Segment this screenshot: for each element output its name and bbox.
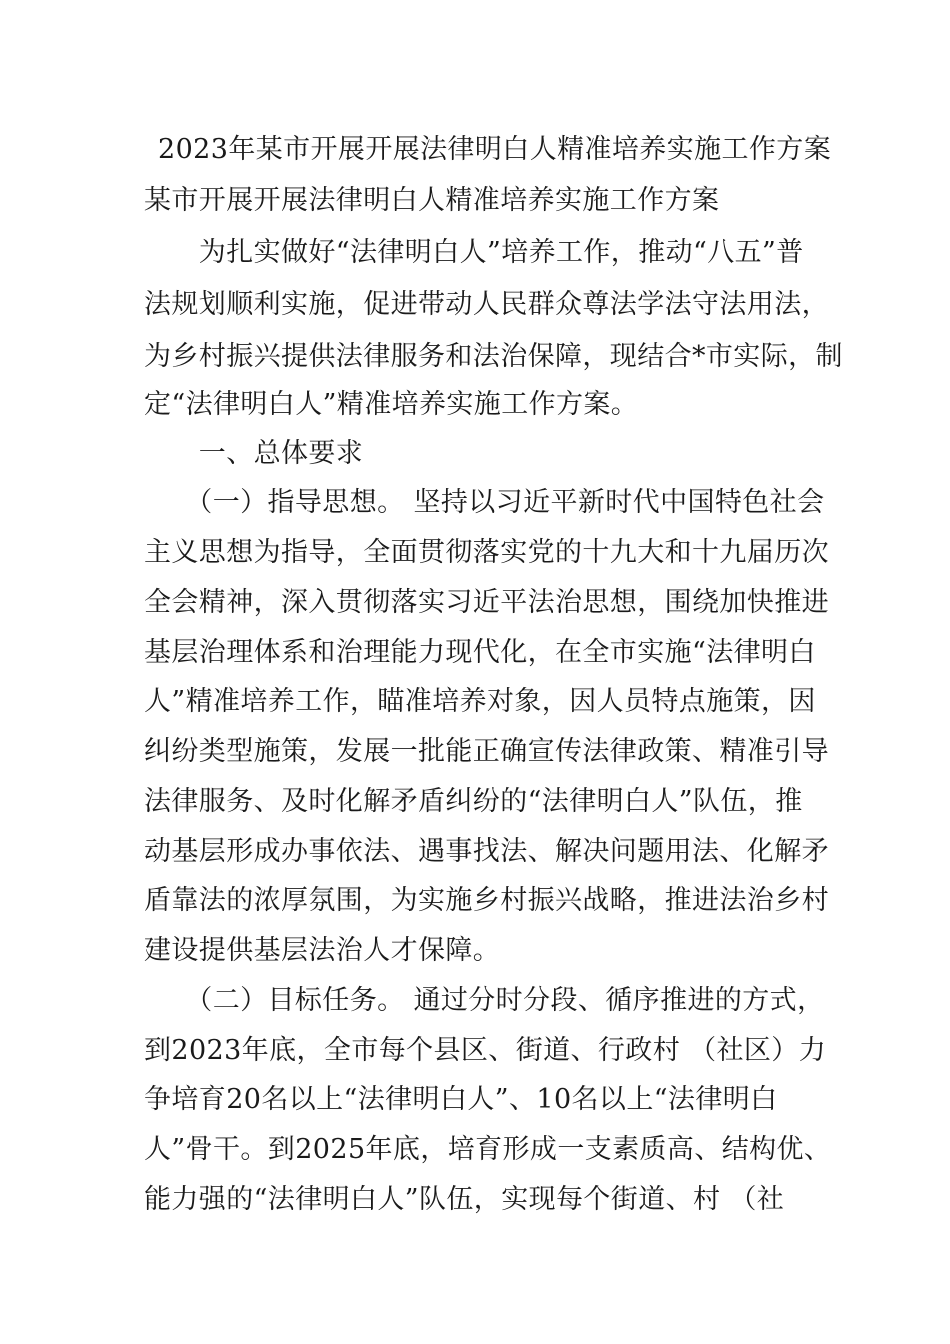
body-line: （二）目标任务。 通过分时分段、循序推进的方式， xyxy=(144,985,825,1016)
body-line: 纠纷类型施策，发展一批能正确宣传法律政策、精准引导 xyxy=(144,736,829,767)
body-line: 全会精神，深入贯彻落实习近平法治思想，围绕加快推进 xyxy=(144,587,829,618)
body-line: 人”精准培养工作，瞄准培养对象，因人员特点施策，因 xyxy=(144,686,816,717)
body-line: 基层治理体系和治理能力现代化，在全市实施“法律明白 xyxy=(144,637,816,668)
body-line: 建设提供基层法治人才保障。 xyxy=(144,935,501,966)
body-line: 主义思想为指导，全面贯彻落实党的十九大和十九届历次 xyxy=(144,537,829,568)
body-line: 为扎实做好“法律明白人”培养工作，推动“八五”普 xyxy=(144,237,804,268)
body-line: 盾靠法的浓厚氛围，为实施乡村振兴战略，推进法治乡村 xyxy=(144,885,829,916)
body-line: 定“法律明白人”精准培养实施工作方案。 xyxy=(144,389,639,420)
body-line: 动基层形成办事依法、遇事找法、解决问题用法、化解矛 xyxy=(144,836,829,867)
body-line: 能力强的“法律明白人”队伍，实现每个街道、村 （社 xyxy=(144,1184,785,1215)
body-line: 为乡村振兴提供法律服务和法治保障，现结合*市实际，制 xyxy=(144,341,843,372)
body-line: 争培育20名以上“法律明白人”、10名以上“法律明白 xyxy=(144,1084,778,1115)
body-line: （一）指导思想。 坚持以习近平新时代中国特色社会 xyxy=(144,487,825,518)
body-line: 法律服务、及时化解矛盾纠纷的“法律明白人”队伍，推 xyxy=(144,786,803,817)
document-title: 2023年某市开展开展法律明白人精准培养实施工作方案 xyxy=(158,134,832,165)
body-line: 法规划顺利实施，促进带动人民群众尊法学法守法用法， xyxy=(144,289,829,320)
body-line: 到2023年底，全市每个县区、街道、行政村 （社区）力 xyxy=(144,1035,827,1066)
document-subtitle: 某市开展开展法律明白人精准培养实施工作方案 xyxy=(144,185,720,216)
body-line: 人”骨干。到2025年底，培育形成一支素质高、结构优、 xyxy=(144,1134,832,1165)
section-heading: 一、总体要求 xyxy=(144,438,364,469)
